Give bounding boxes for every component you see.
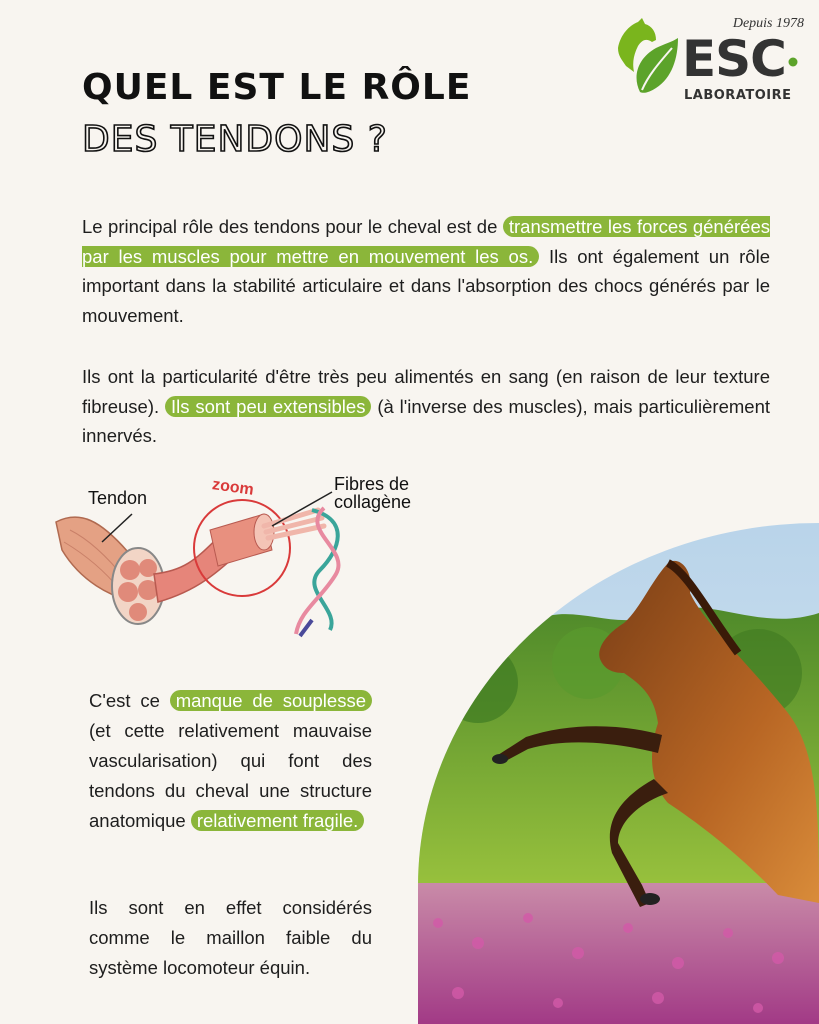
horse-image: [418, 523, 819, 1024]
since-year: Depuis 1978: [732, 16, 804, 31]
rearing-horse-photo: [418, 523, 819, 1024]
zoom-label: zoom: [211, 476, 255, 499]
title-line-2: DES TENDONS ?: [82, 119, 388, 160]
paragraph-fragility: [89, 686, 372, 836]
horse-leaf-logo-icon: [612, 18, 684, 102]
p3-text-middle: (et cette relativement mauvaise vascularisation) qui font des tendons du cheval une structure anatomique: [89, 720, 372, 831]
brand-name: ESC: [682, 30, 786, 88]
paragraph-weak-link: Ils sont en effet considérés comme le maillon faible du système locomoteur équin.: [89, 897, 372, 978]
c-dot-icon: [788, 57, 798, 67]
p2-text-after: (à l'inverse des muscles), mais particulièrement innervés.: [82, 395, 771, 446]
p3-highlight-1: manque de souplesse: [170, 690, 372, 711]
p3-text-before: C'est ce: [89, 690, 170, 711]
p1-text-before: Le principal rôle des tendons pour le cheval est de: [82, 216, 503, 237]
title-line-1: QUEL EST LE RÔLE: [82, 67, 472, 108]
p2-highlight: Ils sont peu extensibles: [165, 396, 371, 417]
brand-subtitle: LABORATOIRE: [684, 88, 792, 103]
p2-text-before: Ils ont la particularité d'être très peu alimentés en sang (en raison de leur texture fibreuse).: [82, 366, 770, 417]
p1-highlight: transmettre les forces générées par les muscles pour mettre en mouvement les os.: [82, 216, 770, 267]
tendon-diagram: [50, 470, 430, 650]
p1-text-after: Ils ont également un rôle important dans la stabilité articulaire et dans l'absorption des chocs générés par le mouvement.: [82, 245, 770, 326]
fibres-label-line-1: Fibres de: [334, 474, 410, 494]
tendon-label: Tendon: [88, 488, 148, 508]
fibres-label-line-2: collagène: [334, 492, 412, 512]
paragraph-role: [82, 212, 770, 330]
brand-logo: [612, 14, 808, 104]
paragraph-particularity: [82, 362, 770, 451]
p3-highlight-2: relativement fragile.: [191, 810, 364, 831]
